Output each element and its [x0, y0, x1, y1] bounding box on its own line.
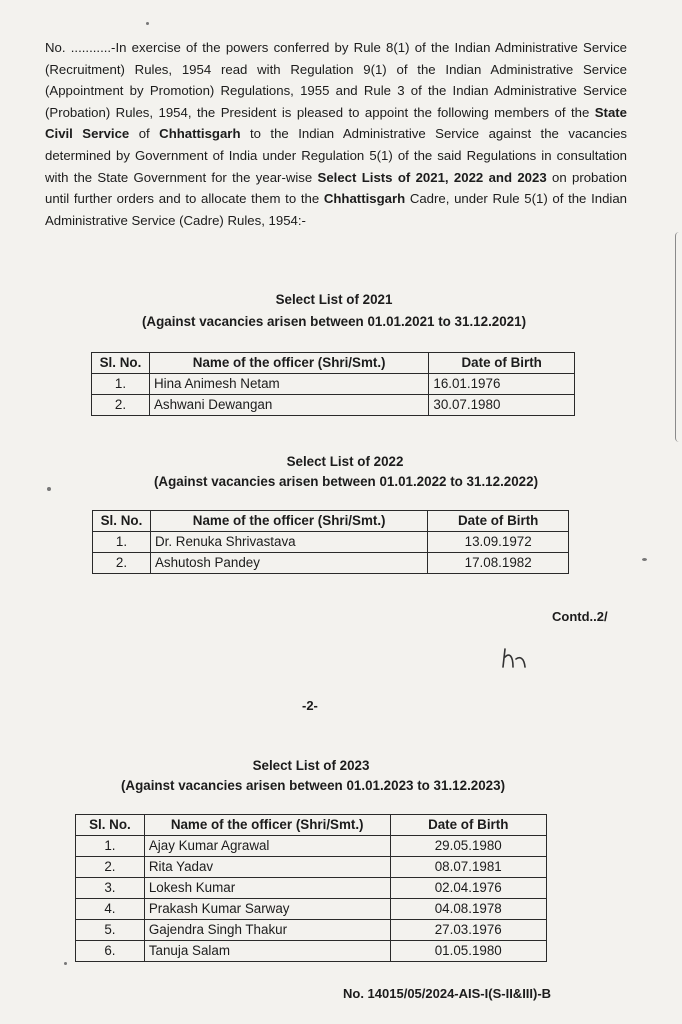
cell-name: Dr. Renuka Shrivastava — [150, 532, 427, 553]
cell-sl: 5. — [76, 920, 145, 941]
table-row — [76, 899, 547, 920]
cell-sl: 4. — [76, 899, 145, 920]
para-segment: No. ...........-In exercise of the powers conferred by Rule 8(1) of the Indian Administrative Service (Recruitment) Rules, 1954 read with Regulation 9(1) of the Indian Administrative Service (Appointment by Promotion) Regulations, 1955 and Rule 3 of the Indian Administrative Service (Probation) Rules, 1954, the President is pleased to appoint the following members of the — [45, 40, 627, 120]
list-2021-subtitle: (Against vacancies arisen between 01.01.2021 to 31.12.2021) — [141, 314, 527, 329]
cell-name: Ajay Kumar Agrawal — [144, 836, 390, 857]
cell-dob: 04.08.1978 — [390, 899, 547, 920]
table-row — [92, 395, 575, 416]
table-row — [76, 836, 547, 857]
list-2023-table — [75, 814, 547, 962]
table-header-row — [92, 353, 575, 374]
cell-sl: 1. — [92, 374, 150, 395]
col-sl: Sl. No. — [92, 353, 150, 374]
scan-speck — [64, 962, 67, 965]
table-row — [93, 532, 569, 553]
col-sl: Sl. No. — [76, 815, 145, 836]
para-segment: on probation until further orders and to allocate them to the — [45, 169, 627, 207]
list-2021-title: Select List of 2021 — [275, 292, 393, 307]
cell-sl: 2. — [76, 857, 145, 878]
table-row — [92, 374, 575, 395]
cell-dob: 16.01.1976 — [429, 374, 575, 395]
cell-sl: 1. — [76, 836, 145, 857]
document-number: No. 14015/05/2024-AIS-I(S-II&III)-B — [343, 986, 552, 1001]
para-segment: of — [129, 126, 160, 142]
list-2023-title: Select List of 2023 — [252, 758, 370, 773]
table-row — [93, 553, 569, 574]
bold-state-civil-service: State Civil Service — [45, 104, 627, 142]
cell-name: Tanuja Salam — [144, 941, 390, 962]
table-header-row — [76, 815, 547, 836]
cell-name: Ashwani Dewangan — [149, 395, 428, 416]
list-2022-table — [92, 510, 569, 574]
col-sl: Sl. No. — [93, 511, 151, 532]
para-segment: to the Indian Administrative Service against the vacancies determined by Government of India under Regulation 5(1) of the said Regulations in consultation with the State Government for the year-wise — [45, 126, 627, 185]
cell-name: Ashutosh Pandey — [150, 553, 427, 574]
cell-sl: 1. — [93, 532, 151, 553]
col-dob: Date of Birth — [428, 511, 569, 532]
list-2021-table — [91, 352, 575, 416]
col-name: Name of the officer (Shri/Smt.) — [150, 511, 427, 532]
page-number: -2- — [302, 698, 318, 713]
list-2022-subtitle: (Against vacancies arisen between 01.01.2022 to 31.12.2022) — [153, 474, 539, 489]
para-segment: Cadre, under Rule 5(1) of the Indian Administrative Service (Cadre) Rules, 1954:- — [45, 191, 627, 228]
bold-select-lists: Select Lists of 2021, 2022 and 2023 — [317, 169, 547, 185]
col-dob: Date of Birth — [390, 815, 547, 836]
cell-dob: 08.07.1981 — [390, 857, 547, 878]
cell-dob: 01.05.1980 — [390, 941, 547, 962]
cell-name: Prakash Kumar Sarway — [144, 899, 390, 920]
cell-name: Gajendra Singh Thakur — [144, 920, 390, 941]
table-row — [76, 920, 547, 941]
col-name: Name of the officer (Shri/Smt.) — [144, 815, 390, 836]
cell-dob: 13.09.1972 — [428, 532, 569, 553]
cell-sl: 6. — [76, 941, 145, 962]
page-edge-mark — [675, 232, 682, 442]
col-name: Name of the officer (Shri/Smt.) — [149, 353, 428, 374]
scan-speck — [146, 22, 149, 25]
cell-sl: 2. — [93, 553, 151, 574]
cell-sl: 2. — [92, 395, 150, 416]
table-header-row — [93, 511, 569, 532]
cell-sl: 3. — [76, 878, 145, 899]
bold-chhattisgarh-cadre: Chhattisgarh — [323, 191, 406, 207]
continued-note: Contd..2/ — [552, 609, 608, 624]
scan-speck — [642, 558, 647, 561]
col-dob: Date of Birth — [429, 353, 575, 374]
table-row — [76, 941, 547, 962]
list-2023-subtitle: (Against vacancies arisen between 01.01.2023 to 31.12.2023) — [120, 778, 506, 793]
bold-chhattisgarh: Chhattisgarh — [159, 126, 241, 142]
cell-dob: 17.08.1982 — [428, 553, 569, 574]
cell-name: Hina Animesh Netam — [149, 374, 428, 395]
cell-dob: 27.03.1976 — [390, 920, 547, 941]
cell-dob: 30.07.1980 — [429, 395, 575, 416]
scan-speck — [47, 487, 51, 491]
order-paragraph — [45, 37, 627, 231]
cell-dob: 29.05.1980 — [390, 836, 547, 857]
handwritten-initial — [500, 645, 530, 671]
cell-dob: 02.04.1976 — [390, 878, 547, 899]
cell-name: Lokesh Kumar — [144, 878, 390, 899]
cell-name: Rita Yadav — [144, 857, 390, 878]
list-2022-title: Select List of 2022 — [286, 454, 404, 469]
table-row — [76, 878, 547, 899]
table-row — [76, 857, 547, 878]
